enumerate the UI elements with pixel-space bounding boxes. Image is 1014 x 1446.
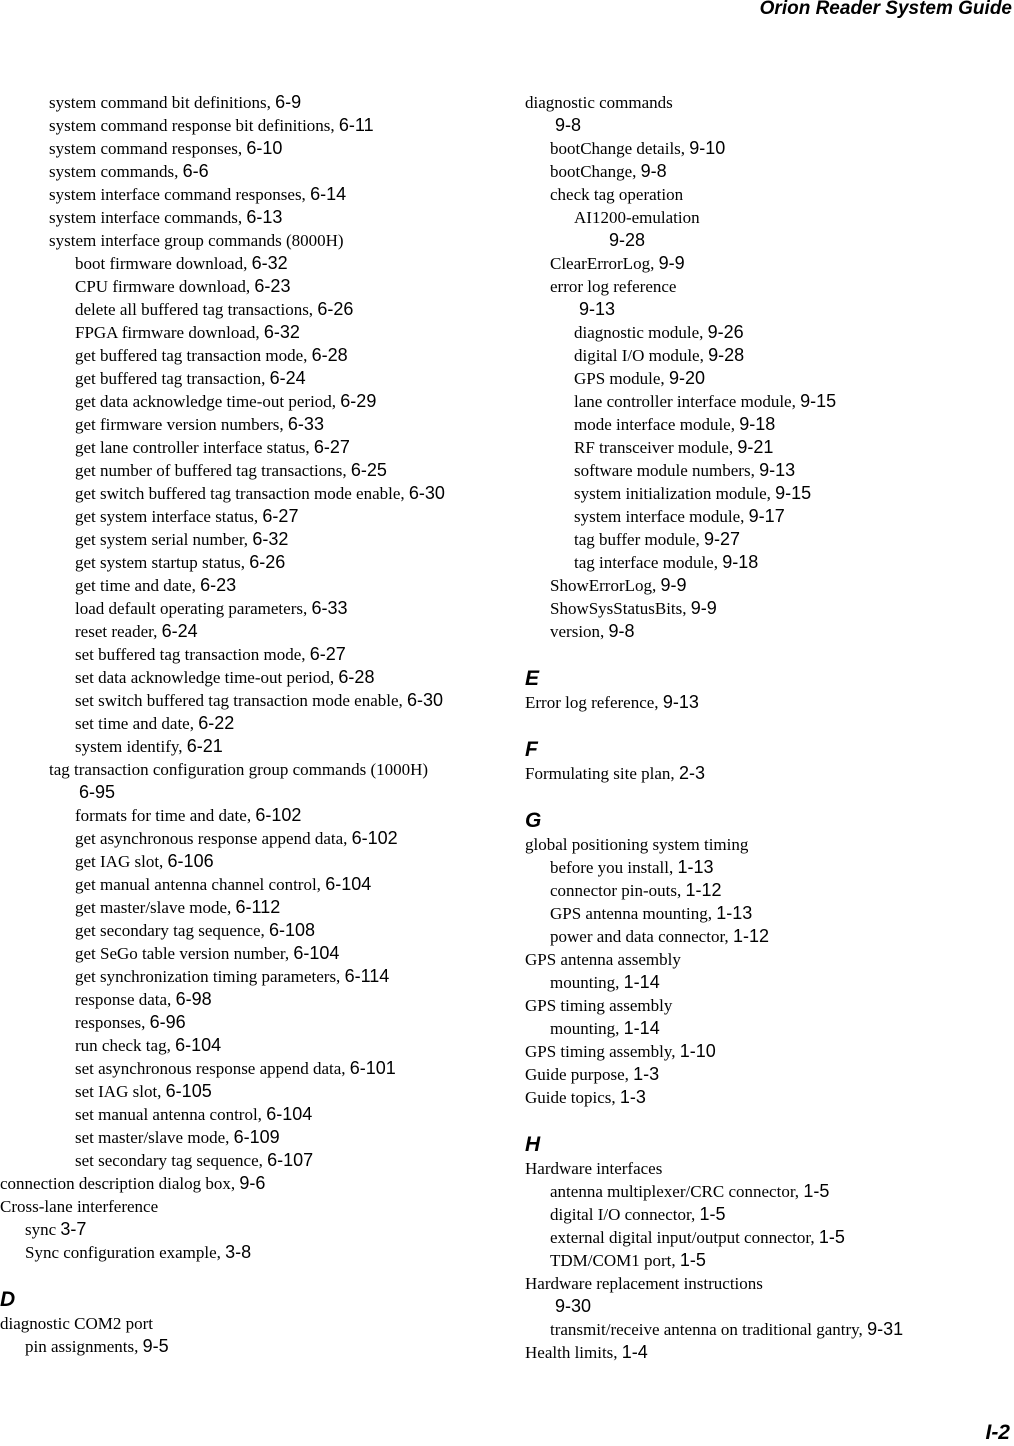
index-page-ref[interactable]: 9-13 [759, 460, 796, 480]
index-entry [0, 713, 510, 736]
index-term: before you install, [550, 858, 678, 877]
index-term: get asynchronous response append data, [75, 829, 352, 848]
index-page-ref[interactable]: 6-33 [287, 414, 324, 434]
index-page-ref[interactable]: 9-20 [668, 368, 705, 388]
index-entry [525, 857, 1014, 880]
index-entry [0, 1012, 510, 1035]
index-entry [525, 230, 1014, 253]
index-term: get system startup status, [75, 553, 250, 572]
index-term: pin assignments, [25, 1337, 143, 1356]
index-term: tag transaction configuration group commands (1000H) [49, 760, 429, 779]
index-page-ref[interactable]: 9-31 [867, 1319, 904, 1339]
index-term: get data acknowledge time-out period, [75, 392, 341, 411]
index-entry [525, 414, 1014, 437]
index-entry [0, 805, 510, 828]
index-entry [0, 207, 510, 230]
index-entry [0, 1173, 510, 1196]
index-page-ref[interactable]: 9-27 [703, 529, 741, 549]
index-page-ref[interactable]: 6-106 [167, 851, 214, 871]
index-entry [525, 345, 1014, 368]
index-entry [0, 851, 510, 874]
index-page-ref[interactable]: 1-3 [633, 1064, 660, 1084]
index-term: Hardware replacement instructions [525, 1274, 763, 1293]
index-page-ref[interactable]: 6-14 [310, 184, 347, 204]
index-page-ref[interactable]: 3-8 [225, 1242, 252, 1262]
index-entry [525, 575, 1014, 598]
index-page-ref[interactable]: 6-98 [175, 989, 212, 1009]
index-term: get buffered tag transaction, [75, 369, 270, 388]
index-page-ref[interactable]: 9-8 [640, 161, 667, 181]
index-entry [0, 966, 510, 989]
index-page-ref[interactable]: 9-18 [722, 552, 759, 572]
index-entry [525, 1296, 1014, 1319]
index-page-ref[interactable]: 9-8 [555, 115, 582, 135]
index-term: external digital input/output connector, [550, 1228, 819, 1247]
index-page-ref[interactable]: 6-102 [255, 805, 302, 825]
index-letter-heading: G [525, 809, 542, 832]
index-entry [0, 552, 510, 575]
index-page-ref[interactable]: 6-32 [263, 322, 300, 342]
index-term: Health limits, [525, 1343, 622, 1362]
index-term: get buffered tag transaction mode, [75, 346, 312, 365]
index-page-ref[interactable]: 9-5 [142, 1336, 169, 1356]
index-page-ref[interactable]: 6-25 [350, 460, 387, 480]
index-entry [525, 1158, 1014, 1181]
index-term: system interface group commands (8000H) [49, 231, 344, 250]
index-page-ref[interactable]: 9-28 [609, 230, 646, 250]
index-entry [0, 138, 510, 161]
index-term: antenna multiplexer/CRC connector, [550, 1182, 804, 1201]
index-entry [525, 1181, 1014, 1204]
index-page-ref[interactable]: 1-12 [685, 880, 722, 900]
index-entry [525, 834, 1014, 857]
index-page-ref[interactable]: 9-17 [748, 506, 785, 526]
index-entry [0, 759, 510, 782]
index-entry [0, 161, 510, 184]
index-page-ref[interactable]: 9-13 [662, 692, 699, 712]
index-term: system identify, [75, 737, 187, 756]
index-term: system interface commands, [49, 208, 247, 227]
index-page-ref[interactable]: 6-11 [338, 115, 374, 135]
index-entry [0, 483, 510, 506]
index-page-ref[interactable]: 6-27 [262, 506, 299, 526]
index-term: GPS timing assembly [525, 996, 673, 1015]
index-page-ref[interactable]: 6-9 [275, 92, 302, 112]
index-term: run check tag, [75, 1036, 176, 1055]
index-term: GPS module, [574, 369, 669, 388]
index-entry [525, 299, 1014, 322]
index-term: GPS timing assembly, [525, 1042, 680, 1061]
index-term: software module numbers, [574, 461, 760, 480]
index-term: GPS antenna assembly [525, 950, 681, 969]
index-term: system command bit definitions, [49, 93, 276, 112]
index-page-ref[interactable]: 6-105 [165, 1081, 212, 1101]
index-page-ref[interactable]: 6-104 [293, 943, 340, 963]
index-page-ref[interactable]: 6-108 [269, 920, 316, 940]
index-entry [0, 253, 510, 276]
index-term: formats for time and date, [75, 806, 256, 825]
index-entry [0, 276, 510, 299]
index-term: ShowSysStatusBits, [550, 599, 691, 618]
index-entry [525, 1319, 1014, 1342]
index-term: diagnostic commands [525, 93, 673, 112]
index-page-ref[interactable]: 6-22 [198, 713, 235, 733]
index-entry [525, 437, 1014, 460]
index-entry [525, 460, 1014, 483]
index-page-ref[interactable]: 9-21 [737, 437, 774, 457]
index-term: get IAG slot, [75, 852, 168, 871]
index-term: ShowErrorLog, [550, 576, 661, 595]
index-term: tag buffer module, [574, 530, 704, 549]
index-term: AI1200-emulation [574, 208, 700, 227]
index-entry [525, 1041, 1014, 1064]
index-letter-heading: H [525, 1133, 541, 1156]
index-page-ref[interactable]: 9-10 [689, 138, 726, 158]
index-page-ref[interactable]: 6-102 [351, 828, 398, 848]
index-entry [525, 368, 1014, 391]
index-entry [0, 690, 510, 713]
index-page-ref[interactable]: 1-13 [677, 857, 714, 877]
index-term: global positioning system timing [525, 835, 749, 854]
index-entry [525, 207, 1014, 230]
index-entry [0, 1219, 510, 1242]
index-entry [525, 1018, 1014, 1041]
index-entry [525, 483, 1014, 506]
index-term: responses, [75, 1013, 150, 1032]
index-column-left [0, 92, 510, 1359]
index-term: set master/slave mode, [75, 1128, 234, 1147]
index-entry [525, 115, 1014, 138]
index-term: diagnostic module, [574, 323, 708, 342]
index-entry [525, 763, 1014, 786]
index-entry [0, 299, 510, 322]
index-term: system interface command responses, [49, 185, 311, 204]
index-term: Cross-lane interference [0, 1197, 159, 1216]
index-term: load default operating parameters, [75, 599, 312, 618]
index-entry [0, 621, 510, 644]
index-page-ref[interactable]: 6-23 [254, 276, 291, 296]
index-page-ref[interactable]: 1-5 [818, 1227, 845, 1247]
index-term: FPGA firmware download, [75, 323, 264, 342]
index-term: get master/slave mode, [75, 898, 236, 917]
index-term: diagnostic COM2 port [0, 1314, 153, 1333]
index-entry [525, 621, 1014, 644]
index-entry [0, 828, 510, 851]
index-page-ref[interactable]: 6-109 [233, 1127, 280, 1147]
index-entry [525, 903, 1014, 926]
index-term: get manual antenna channel control, [75, 875, 326, 894]
index-entry [525, 1064, 1014, 1087]
index-entry [525, 161, 1014, 184]
index-term: RF transceiver module, [574, 438, 738, 457]
index-term: set data acknowledge time-out period, [75, 668, 339, 687]
index-term: Sync configuration example, [25, 1243, 226, 1262]
index-entry [0, 1081, 510, 1104]
index-term: Hardware interfaces [525, 1159, 663, 1178]
index-entry [525, 138, 1014, 161]
index-entry [0, 598, 510, 621]
index-term: response data, [75, 990, 176, 1009]
index-entry [0, 1150, 510, 1173]
index-entry [0, 506, 510, 529]
index-letter-heading: D [0, 1288, 16, 1311]
index-term: digital I/O connector, [550, 1205, 700, 1224]
index-page-ref[interactable]: 1-14 [623, 972, 660, 992]
index-page-ref[interactable]: 1-14 [623, 1018, 660, 1038]
index-term: get firmware version numbers, [75, 415, 288, 434]
index-page-ref[interactable]: 6-104 [325, 874, 372, 894]
index-column-right [525, 92, 1014, 1365]
index-entry [525, 926, 1014, 949]
index-entry [525, 1273, 1014, 1296]
index-entry [0, 1058, 510, 1081]
index-page-ref[interactable]: 6-13 [246, 207, 283, 227]
index-term: get number of buffered tag transactions, [75, 461, 351, 480]
index-entry [0, 529, 510, 552]
index-page-ref[interactable]: 6-26 [317, 299, 354, 319]
index-page-ref[interactable]: 1-4 [621, 1342, 648, 1362]
index-page-ref[interactable]: 9-26 [707, 322, 744, 342]
index-page-ref[interactable]: 9-28 [708, 345, 745, 365]
index-term: system initialization module, [574, 484, 776, 503]
index-page-ref[interactable]: 6-27 [309, 644, 346, 664]
index-page-ref[interactable]: 6-24 [269, 368, 306, 388]
index-page-ref[interactable]: 6-104 [266, 1104, 313, 1124]
index-term: ClearErrorLog, [550, 254, 659, 273]
index-term: lane controller interface module, [574, 392, 801, 411]
index-term: get system interface status, [75, 507, 263, 526]
index-term: get secondary tag sequence, [75, 921, 269, 940]
index-term: get SeGo table version number, [75, 944, 294, 963]
index-term: mounting, [550, 1019, 624, 1038]
index-entry [0, 1313, 510, 1336]
index-page-ref[interactable]: 9-6 [239, 1173, 266, 1193]
index-term: bootChange details, [550, 139, 690, 158]
index-page-ref[interactable]: 6-26 [249, 552, 286, 572]
index-page-ref[interactable]: 9-18 [739, 414, 776, 434]
index-entry [0, 874, 510, 897]
index-term: system command response bit definitions, [49, 116, 339, 135]
running-header-title: Orion Reader System Guide [759, 0, 1012, 19]
index-term: tag interface module, [574, 553, 723, 572]
index-page-ref[interactable]: 1-5 [699, 1204, 726, 1224]
index-term: system interface module, [574, 507, 749, 526]
index-page-ref[interactable]: 6-30 [408, 483, 445, 503]
index-entry [0, 460, 510, 483]
index-term: get system serial number, [75, 530, 253, 549]
index-entry [0, 184, 510, 207]
index-page-ref[interactable]: 6-96 [149, 1012, 186, 1032]
index-entry [0, 736, 510, 759]
index-term: set asynchronous response append data, [75, 1059, 350, 1078]
index-term: boot firmware download, [75, 254, 252, 273]
index-page-ref[interactable]: 6-24 [161, 621, 198, 641]
index-page-ref[interactable]: 6-30 [407, 690, 444, 710]
index-entry [525, 322, 1014, 345]
index-term: sync [25, 1220, 61, 1239]
index-entry [525, 1342, 1014, 1365]
index-letter-heading: F [525, 738, 538, 761]
index-page-ref[interactable]: 6-32 [252, 529, 289, 549]
index-page-ref[interactable]: 6-28 [311, 345, 348, 365]
index-entry [525, 1087, 1014, 1110]
index-page-ref[interactable]: 9-9 [690, 598, 717, 618]
index-entry [525, 1204, 1014, 1227]
index-page-ref[interactable]: 9-8 [608, 621, 635, 641]
index-entry [525, 552, 1014, 575]
index-term: bootChange, [550, 162, 641, 181]
index-entry [0, 1196, 510, 1219]
index-entry [0, 92, 510, 115]
index-page-ref[interactable]: 9-30 [555, 1296, 592, 1316]
index-page-ref[interactable]: 6-6 [182, 161, 209, 181]
page-number: I-2 [985, 1421, 1010, 1444]
index-entry [0, 368, 510, 391]
index-page-ref[interactable]: 1-10 [679, 1041, 716, 1061]
index-entry [0, 1104, 510, 1127]
index-entry [0, 322, 510, 345]
index-page-ref[interactable]: 6-28 [338, 667, 375, 687]
index-page-ref[interactable]: 9-15 [775, 483, 812, 503]
index-page-ref[interactable]: 9-9 [658, 253, 685, 273]
index-term: CPU firmware download, [75, 277, 255, 296]
index-page-ref[interactable]: 9-15 [800, 391, 837, 411]
index-term: connection description dialog box, [0, 1174, 240, 1193]
index-entry [525, 880, 1014, 903]
index-term: get time and date, [75, 576, 201, 595]
index-term: digital I/O module, [574, 346, 709, 365]
index-page-ref[interactable]: 9-13 [579, 299, 616, 319]
index-page-ref[interactable]: 3-7 [60, 1219, 87, 1239]
index-entry [525, 253, 1014, 276]
index-term: get lane controller interface status, [75, 438, 314, 457]
index-entry [525, 692, 1014, 715]
index-entry [525, 506, 1014, 529]
index-page-ref[interactable]: 1-5 [803, 1181, 830, 1201]
index-page-ref[interactable]: 6-27 [313, 437, 350, 457]
index-entry [525, 1250, 1014, 1273]
index-page-ref[interactable]: 9-9 [660, 575, 687, 595]
index-term: get synchronization timing parameters, [75, 967, 345, 986]
index-term: transmit/receive antenna on traditional gantry, [550, 1320, 868, 1339]
index-term: mode interface module, [574, 415, 740, 434]
index-term: get switch buffered tag transaction mode enable, [75, 484, 409, 503]
index-term: connector pin-outs, [550, 881, 686, 900]
index-entry [525, 598, 1014, 621]
index-entry [0, 414, 510, 437]
index-term: delete all buffered tag transactions, [75, 300, 318, 319]
index-entry [525, 276, 1014, 299]
index-entry [0, 989, 510, 1012]
index-page-ref[interactable]: 6-107 [267, 1150, 314, 1170]
index-page-ref[interactable]: 6-21 [186, 736, 223, 756]
index-page-ref[interactable]: 6-23 [200, 575, 237, 595]
index-entry [0, 391, 510, 414]
index-page-ref[interactable]: 2-3 [678, 763, 705, 783]
index-term: set switch buffered tag transaction mode enable, [75, 691, 408, 710]
index-term: set IAG slot, [75, 1082, 166, 1101]
index-term: GPS antenna mounting, [550, 904, 717, 923]
index-page-ref[interactable]: 6-10 [246, 138, 283, 158]
index-entry [525, 972, 1014, 995]
index-entry [0, 667, 510, 690]
index-entry [0, 943, 510, 966]
index-entry [0, 920, 510, 943]
index-term: Formulating site plan, [525, 764, 679, 783]
index-page-ref[interactable]: 6-101 [349, 1058, 396, 1078]
index-entry [525, 184, 1014, 207]
index-page-ref[interactable]: 6-112 [235, 897, 281, 917]
index-entry [0, 644, 510, 667]
index-entry [525, 92, 1014, 115]
index-term: TDM/COM1 port, [550, 1251, 680, 1270]
index-page-ref[interactable]: 6-32 [251, 253, 288, 273]
index-term: set time and date, [75, 714, 199, 733]
index-term: error log reference [550, 277, 677, 296]
index-page-ref[interactable]: 1-13 [716, 903, 753, 923]
index-page-ref[interactable]: 6-114 [344, 966, 390, 986]
index-term: Guide topics, [525, 1088, 620, 1107]
index-entry [525, 529, 1014, 552]
index-entry [525, 995, 1014, 1018]
index-page-ref[interactable]: 1-5 [679, 1250, 706, 1270]
index-term: Guide purpose, [525, 1065, 634, 1084]
index-term: mounting, [550, 973, 624, 992]
index-entry [525, 1227, 1014, 1250]
index-term: reset reader, [75, 622, 162, 641]
index-term: system command responses, [49, 139, 247, 158]
index-entry [0, 1242, 510, 1265]
index-entry [0, 1035, 510, 1058]
index-page-ref[interactable]: 6-33 [311, 598, 348, 618]
index-term: system commands, [49, 162, 183, 181]
index-entry [0, 230, 510, 253]
index-page-ref[interactable]: 1-3 [619, 1087, 646, 1107]
index-entry [0, 437, 510, 460]
index-term: power and data connector, [550, 927, 733, 946]
index-entry [0, 1127, 510, 1150]
index-page-ref[interactable]: 6-104 [175, 1035, 222, 1055]
index-page-ref[interactable]: 6-29 [340, 391, 377, 411]
index-page-ref[interactable]: 6-95 [79, 782, 116, 802]
index-entry [0, 897, 510, 920]
index-term: check tag operation [550, 185, 684, 204]
index-term: set buffered tag transaction mode, [75, 645, 310, 664]
index-entry [525, 949, 1014, 972]
index-term: set manual antenna control, [75, 1105, 267, 1124]
index-entry [0, 115, 510, 138]
index-entry [525, 391, 1014, 414]
index-entry [0, 575, 510, 598]
index-entry [0, 1336, 510, 1359]
index-term: set secondary tag sequence, [75, 1151, 268, 1170]
index-letter-heading: E [525, 667, 540, 690]
index-page-ref[interactable]: 1-12 [732, 926, 769, 946]
index-term: version, [550, 622, 609, 641]
index-entry [0, 345, 510, 368]
index-term: Error log reference, [525, 693, 663, 712]
index-entry [0, 782, 510, 805]
